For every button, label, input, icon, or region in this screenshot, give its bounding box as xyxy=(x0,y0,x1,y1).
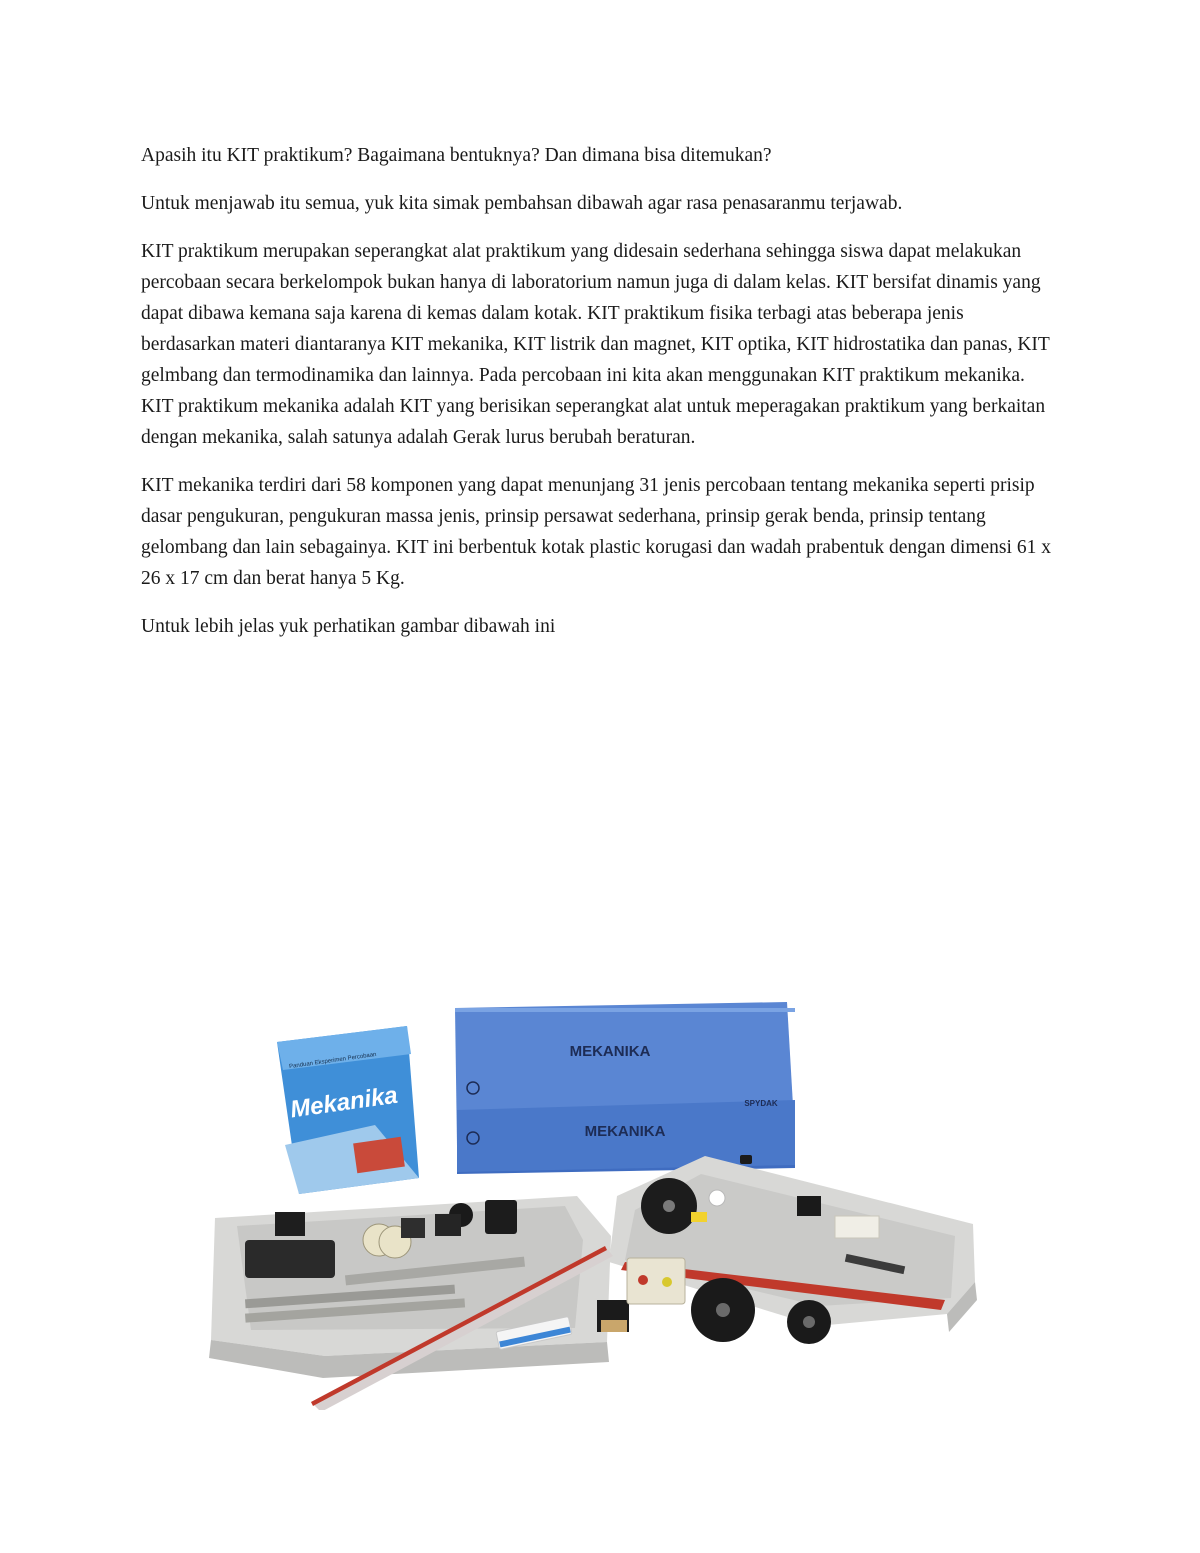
paragraph-kit-mekanika: KIT mekanika terdiri dari 58 komponen yang dapat menunjang 31 jenis percobaan tentang mekanika seperti prisip dasar pengukuran, pengukuran massa jenis, prinsip persawat sederhana, prinsip gerak benda, prinsip tentang gelombang dan lain sebagainya. KIT ini berbentuk kotak plastic korugasi dan wadah prabentuk dengan dimensi 61 x 26 x 17 cm dan berat hanya 5 Kg. xyxy=(141,475,1051,589)
book-subtitle: Panduan Eksperimen Percobaan xyxy=(288,1051,377,1071)
paragraph-intro: Untuk menjawab itu semua, yuk kita simak pembahsan dibawah agar rasa penasaranmu terjawab. xyxy=(141,193,903,214)
right-component-tray xyxy=(609,1156,977,1332)
mekanika-kit-illustration xyxy=(205,1000,985,1410)
mekanika-manual-book xyxy=(277,1026,419,1194)
paragraph-figure-intro: Untuk lebih jelas yuk perhatikan gambar dibawah ini xyxy=(141,616,556,637)
document-body xyxy=(141,140,1061,659)
book-title: Mekanika xyxy=(288,1081,400,1124)
storage-box xyxy=(455,1002,795,1174)
paragraph-kit-definition: KIT praktikum merupakan seperangkat alat praktikum yang didesain sederhana sehingga siswa dapat melakukan percobaan secara berkelompok bukan hanya di laboratorium namun juga di dalam kelas. KIT bersifat dinamis yang dapat dibawa kemana saja karena di kemas dalam kotak. KIT praktikum fisika terbagi atas beberapa jenis berdasarkan materi diantaranya KIT mekanika, KIT listrik dan magnet, KIT optika, KIT hidrostatika dan panas, KIT gelmbang dan termodinamika dan lainnya. Pada percobaan ini kita akan menggunakan KIT praktikum mekanika. KIT praktikum mekanika adalah KIT yang berisikan seperangkat alat untuk meperagakan praktikum yang berkaitan dengan mekanika, salah satunya adalah Gerak lurus berubah beraturan. xyxy=(141,241,1050,448)
box-label-top: MEKANIKA xyxy=(569,1043,651,1060)
box-brand: SPYDAK xyxy=(744,1099,778,1108)
box-label-bottom: MEKANIKA xyxy=(584,1123,666,1140)
mekanika-kit-photo xyxy=(205,1000,985,1410)
paragraph-intro-question: Apasih itu KIT praktikum? Bagaimana bentuknya? Dan dimana bisa ditemukan? xyxy=(141,145,772,166)
